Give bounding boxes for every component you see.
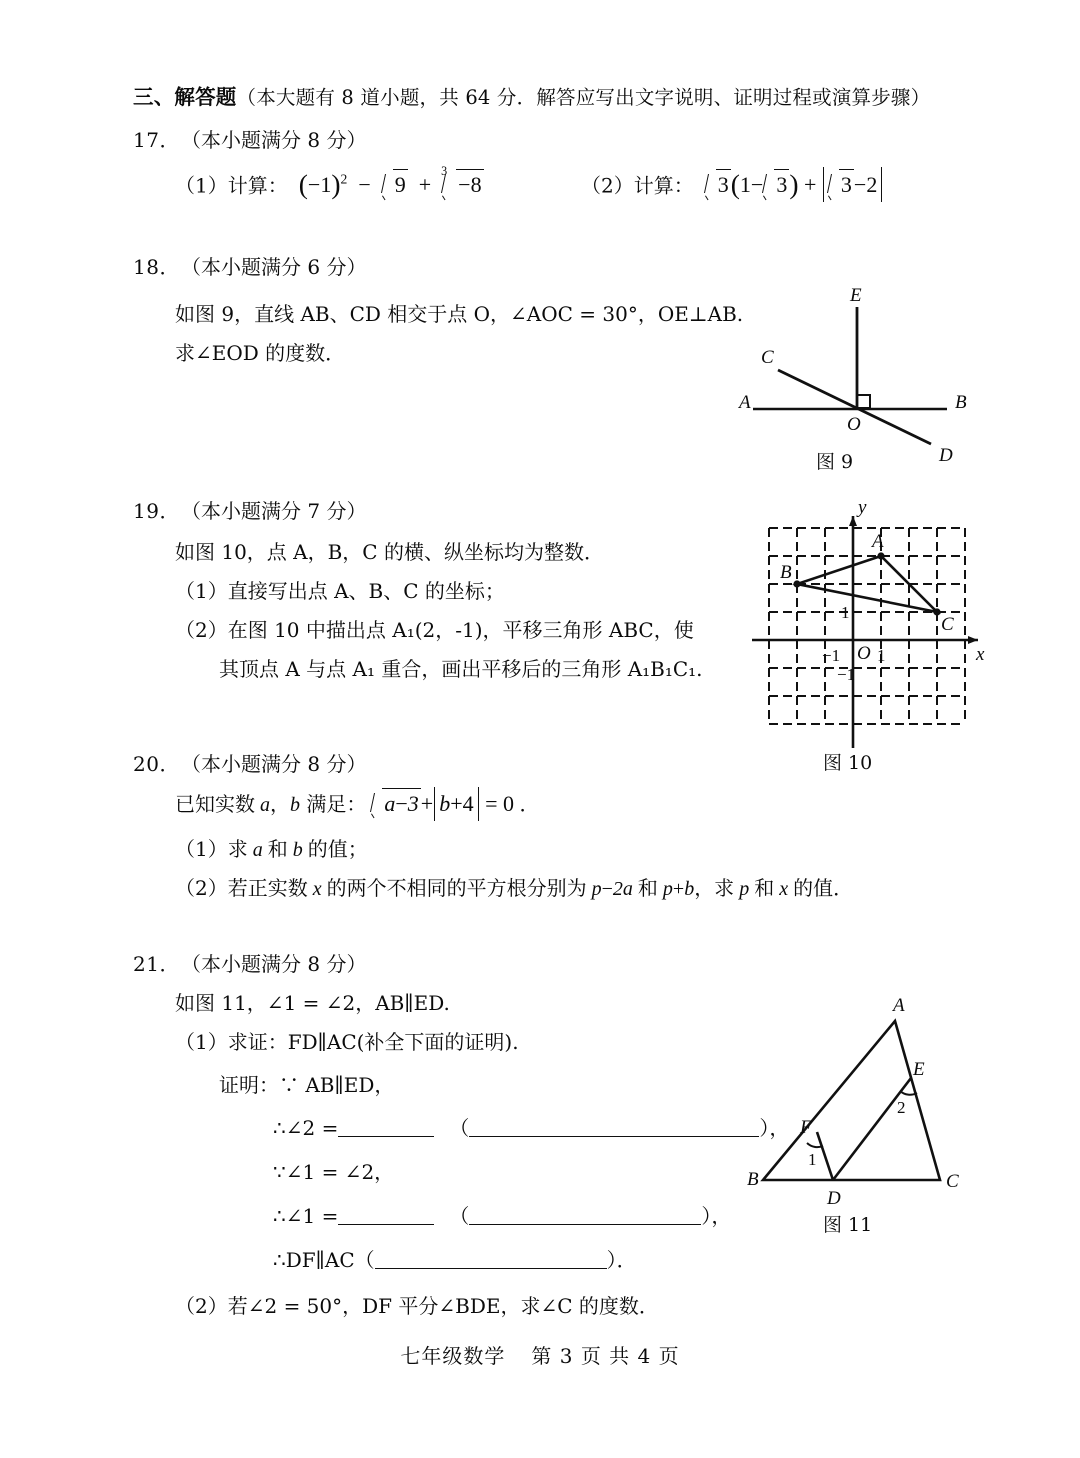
question-19-line-3: （2）在图 10 中描出点 A₁(2，-1)，平移三角形 ABC，使 [175,618,694,642]
figure-11-label-B: B [747,1169,759,1190]
question-21-proof-step-1-text: ∴∠2 = [273,1116,339,1140]
figure-9-label-C: C [761,347,774,368]
question-21-proof-step-1: ∴∠2 = （ ）， [273,1116,790,1140]
question-17-part2 [581,166,883,203]
answer-blank-angle1[interactable] [338,1204,434,1225]
figure-10-label-O: O [857,643,871,664]
section-title: 解答题 [174,85,237,109]
figure-11-label-C: C [946,1171,959,1192]
figure-10-drawing [738,497,988,775]
question-19-number: 19． [133,499,180,523]
question-19-marks: （本小题满分 7 分） [181,499,367,523]
question-20-marks: （本小题满分 8 分） [181,752,367,776]
question-17-part2-label: （2）计算： [581,173,694,198]
footer-page-prefix: 第 [531,1344,553,1368]
figure-11-angle-1: 1 [808,1150,817,1169]
page-footer [0,1340,1080,1369]
figure-10-label-C: C [941,614,954,635]
question-17-part1-label: （1）计算： [175,173,288,198]
figure-11-label-F: F [800,1117,812,1138]
section-instruction: （本大题有 8 道小题，共 64 分．解答应写出文字说明、证明过程或演算步骤） [236,86,931,109]
question-20-line-3: （2）若正实数 x 的两个不相同的平方根分别为 p−2a 和 p+b，求 p 和 x 的值． [175,876,854,900]
question-17-number: 17． [133,128,180,152]
figure-10-label-B: B [780,562,792,583]
question-21-proof-step-2: ∵∠1 = ∠2， [273,1160,395,1184]
question-19-line-2: （1）直接写出点 A、B、C 的坐标； [175,579,505,603]
figure-10-caption: 图 10 [823,752,873,774]
figure-11-angle-2: 2 [897,1098,906,1117]
question-21-proof-step-3-text: ∴∠1 = [273,1204,339,1228]
figure-11 [745,985,980,1235]
question-20-line-2: （1）求 a 和 b 的值； [175,837,368,861]
question-17-marks: （本小题满分 8 分） [181,128,367,152]
figure-10-tick-x-pos: 1 [877,646,886,665]
question-21-marks: （本小题满分 8 分） [181,952,367,976]
figure-9-caption: 图 9 [816,451,854,473]
figure-11-label-E: E [913,1059,925,1080]
question-21-proof-step-4: ∴DF∥AC（ ）． [273,1248,637,1272]
figure-9-label-O: O [847,414,861,435]
figure-10-label-x: x [976,644,985,665]
question-21-line-1: 如图 11，∠1 = ∠2，AB∥ED. [175,991,450,1015]
figure-10-label-y: y [858,497,867,518]
answer-blank-reason-2[interactable] [469,1204,701,1225]
section-heading [133,85,1013,112]
question-17-part2-expr: 3(1− 3) + 3−2 [705,172,884,197]
question-18-line-1: 如图 9，直线 AB、CD 相交于点 O，∠AOC = 30°，OE⊥AB. [175,302,744,326]
footer-page-suffix: 页 [658,1344,680,1368]
figure-10-tick-x-neg: −1 [822,646,841,665]
question-21-proof-intro: 证明：∵ AB∥ED， [219,1073,395,1097]
answer-blank-reason-1[interactable] [469,1116,759,1137]
question-18-number: 18． [133,255,180,279]
figure-9-label-E: E [850,285,862,306]
answer-blank-reason-3[interactable] [375,1248,607,1269]
figure-10-tick-y-neg: −1 [837,665,856,684]
figure-9-drawing [735,285,985,475]
section-number: 三、 [133,85,175,109]
footer-page-mid: 页 共 [580,1344,631,1368]
question-17-part1 [175,166,484,203]
question-17-part1-expr: $(-1)^2 - 9$ + 3 −8 [298,164,482,200]
footer-page-total: 4 [637,1344,652,1368]
question-18-line-2: 求∠EOD 的度数． [175,341,346,365]
figure-11-label-A: A [893,995,905,1016]
question-20-number: 20． [133,752,180,776]
figure-11-caption: 图 11 [823,1214,873,1236]
figure-9-label-B: B [955,392,967,413]
figure-11-label-D: D [827,1188,841,1209]
question-21-line-last: （2）若∠2 = 50°，DF 平分∠BDE，求∠C 的度数． [175,1294,659,1318]
question-20-line-1: 已知实数 a，b 满足： a−3+ b+4 = 0 ． [175,788,540,819]
question-19-line-4: 其顶点 A 与点 A₁ 重合，画出平移后的三角形 A₁B₁C₁. [219,657,703,681]
figure-9-label-A: A [739,392,751,413]
question-19-line-1: 如图 10，点 A，B，C 的横、纵坐标均为整数． [175,540,604,564]
question-21-line-2: （1）求证：FD∥AC(补全下面的证明). [175,1030,519,1054]
figure-10-tick-y-pos: 1 [841,603,850,622]
answer-blank-angle2[interactable] [338,1116,434,1137]
question-18-marks: （本小题满分 6 分） [181,255,367,279]
question-21-proof-step-3: ∴∠1 = （ ）， [273,1204,732,1228]
figure-10 [738,497,988,790]
figure-10-label-A: A [872,531,884,552]
question-21-proof-step-4-text: ∴DF∥AC（ [273,1248,375,1272]
figure-9-label-D: D [939,445,953,466]
figure-11-drawing [745,985,980,1220]
question-21-number: 21． [133,952,180,976]
footer-page-number: 3 [559,1344,574,1368]
figure-9 [735,285,985,475]
footer-subject: 七年级数学 [400,1344,506,1368]
